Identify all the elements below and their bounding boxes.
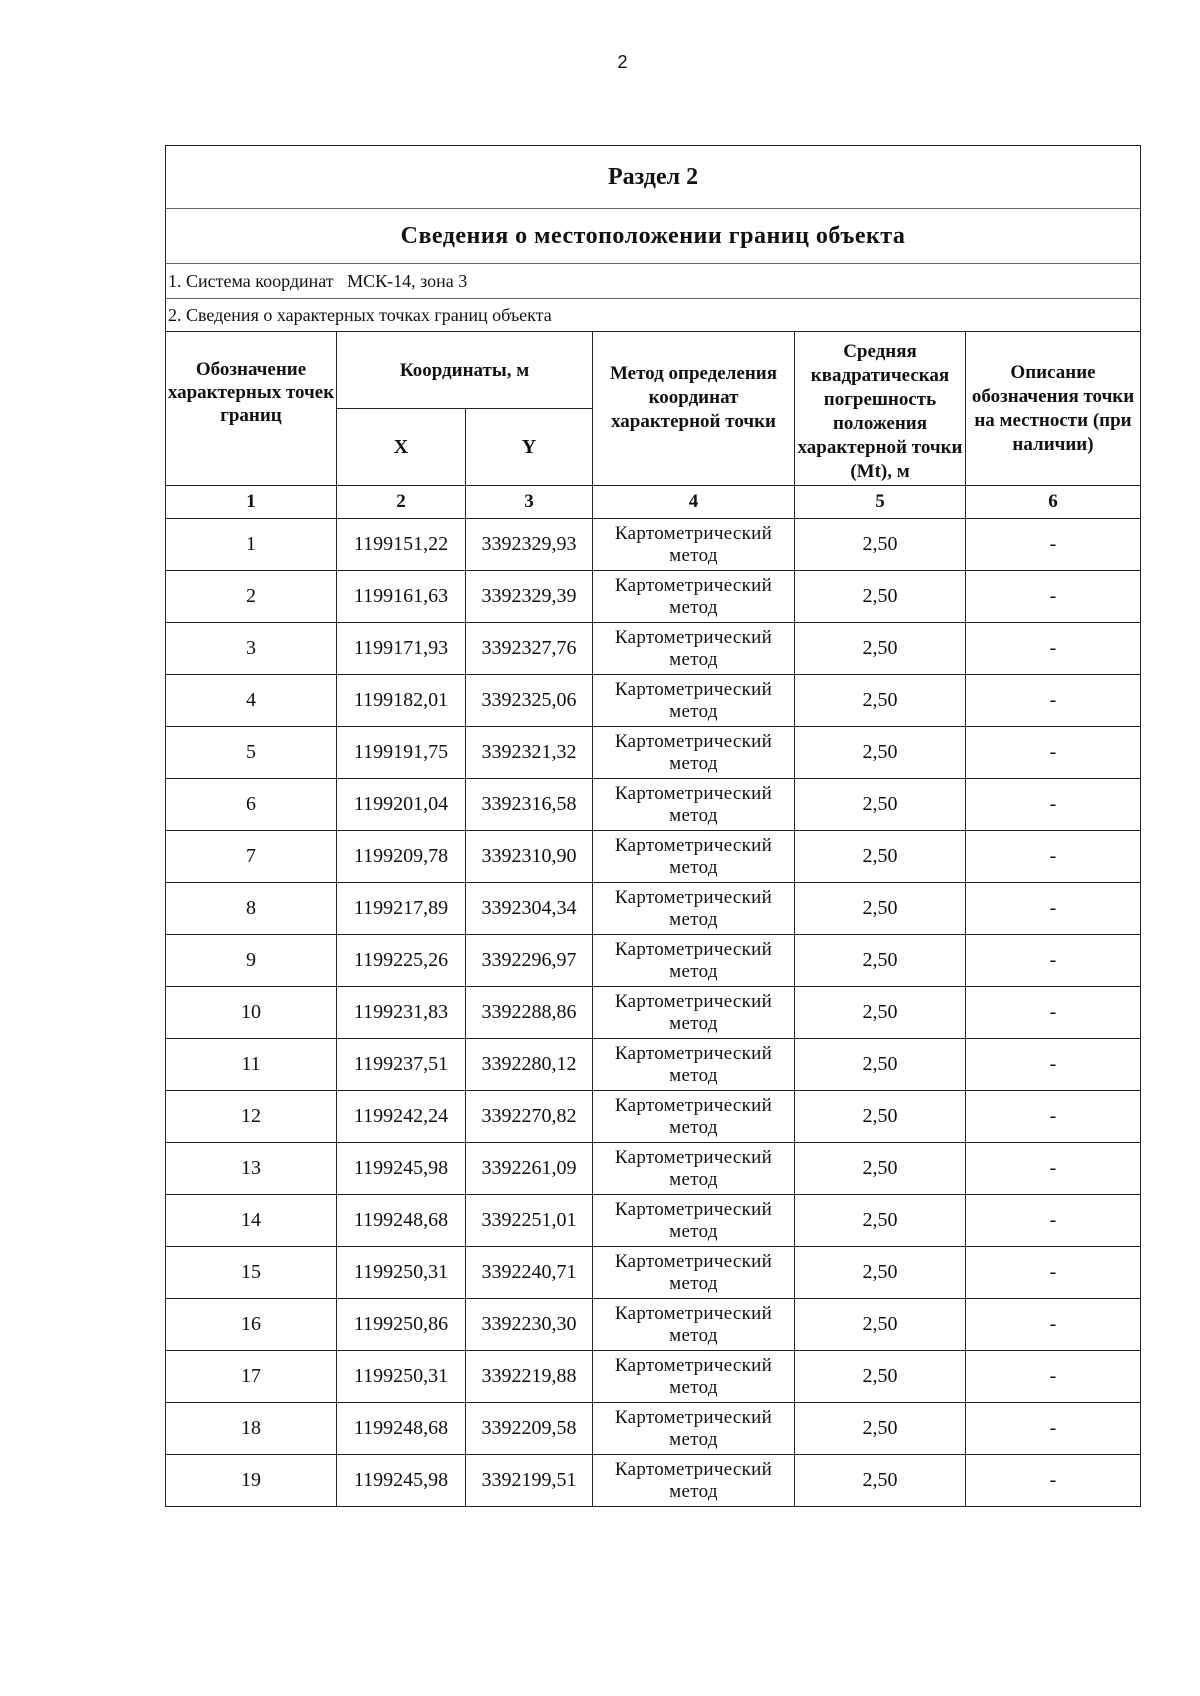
description-cell: -	[966, 1195, 1141, 1247]
description-cell: -	[966, 1351, 1141, 1403]
table-row	[166, 1299, 1141, 1351]
description-cell: -	[966, 1299, 1141, 1351]
y-cell: 3392270,82	[466, 1091, 593, 1143]
point-cell: 15	[166, 1247, 337, 1299]
x-cell: 1199201,04	[337, 779, 466, 831]
y-cell: 3392240,71	[466, 1247, 593, 1299]
error-cell: 2,50	[795, 1299, 966, 1351]
y-cell: 3392327,76	[466, 623, 593, 675]
table-row	[166, 779, 1141, 831]
table-row	[166, 1403, 1141, 1455]
description-cell: -	[966, 883, 1141, 935]
point-cell: 11	[166, 1039, 337, 1091]
point-cell: 13	[166, 1143, 337, 1195]
error-cell: 2,50	[795, 1403, 966, 1455]
description-cell: -	[966, 1247, 1141, 1299]
x-cell: 1199248,68	[337, 1195, 466, 1247]
y-cell: 3392329,39	[466, 571, 593, 623]
table-row	[166, 519, 1141, 571]
y-cell: 3392310,90	[466, 831, 593, 883]
table-row	[166, 1039, 1141, 1091]
error-cell: 2,50	[795, 1351, 966, 1403]
x-cell: 1199250,31	[337, 1351, 466, 1403]
description-cell: -	[966, 1455, 1141, 1507]
x-cell: 1199245,98	[337, 1143, 466, 1195]
header-error: Средняя квадратическая погрешность положения характерной точки (Mt), м	[795, 332, 966, 486]
error-cell: 2,50	[795, 779, 966, 831]
y-cell: 3392316,58	[466, 779, 593, 831]
method-cell: Картометрический метод	[593, 1299, 795, 1351]
column-number-row	[166, 486, 1141, 519]
description-cell: -	[966, 1039, 1141, 1091]
y-cell: 3392325,06	[466, 675, 593, 727]
description-cell: -	[966, 779, 1141, 831]
table-row	[166, 883, 1141, 935]
column-number: 2	[337, 486, 466, 519]
coordinate-system-line	[166, 264, 1141, 299]
table-row	[166, 1351, 1141, 1403]
column-number: 3	[466, 486, 593, 519]
table-row	[166, 1247, 1141, 1299]
y-cell: 3392329,93	[466, 519, 593, 571]
x-cell: 1199182,01	[337, 675, 466, 727]
table-row	[166, 987, 1141, 1039]
method-cell: Картометрический метод	[593, 519, 795, 571]
point-cell: 14	[166, 1195, 337, 1247]
description-cell: -	[966, 1143, 1141, 1195]
x-cell: 1199237,51	[337, 1039, 466, 1091]
description-cell: -	[966, 623, 1141, 675]
section-title: Раздел 2	[166, 146, 1141, 209]
x-cell: 1199209,78	[337, 831, 466, 883]
boundary-points-table	[165, 145, 1141, 1507]
x-cell: 1199250,86	[337, 1299, 466, 1351]
column-number: 5	[795, 486, 966, 519]
method-cell: Картометрический метод	[593, 1195, 795, 1247]
error-cell: 2,50	[795, 675, 966, 727]
point-cell: 17	[166, 1351, 337, 1403]
x-cell: 1199217,89	[337, 883, 466, 935]
error-cell: 2,50	[795, 987, 966, 1039]
description-cell: -	[966, 987, 1141, 1039]
point-cell: 2	[166, 571, 337, 623]
header-method: Метод определения координат характерной точки	[593, 332, 795, 486]
method-cell: Картометрический метод	[593, 1403, 795, 1455]
point-cell: 4	[166, 675, 337, 727]
point-cell: 6	[166, 779, 337, 831]
description-cell: -	[966, 727, 1141, 779]
y-cell: 3392304,34	[466, 883, 593, 935]
coordinate-system-value: МСК-14, зона 3	[347, 270, 468, 291]
y-cell: 3392230,30	[466, 1299, 593, 1351]
description-cell: -	[966, 519, 1141, 571]
error-cell: 2,50	[795, 1143, 966, 1195]
point-cell: 18	[166, 1403, 337, 1455]
method-cell: Картометрический метод	[593, 1247, 795, 1299]
point-cell: 10	[166, 987, 337, 1039]
point-cell: 7	[166, 831, 337, 883]
point-cell: 8	[166, 883, 337, 935]
point-cell: 9	[166, 935, 337, 987]
method-cell: Картометрический метод	[593, 935, 795, 987]
table-row	[166, 623, 1141, 675]
point-cell: 16	[166, 1299, 337, 1351]
y-cell: 3392288,86	[466, 987, 593, 1039]
point-cell: 19	[166, 1455, 337, 1507]
method-cell: Картометрический метод	[593, 1455, 795, 1507]
description-cell: -	[966, 1403, 1141, 1455]
x-cell: 1199151,22	[337, 519, 466, 571]
error-cell: 2,50	[795, 1039, 966, 1091]
error-cell: 2,50	[795, 571, 966, 623]
y-cell: 3392280,12	[466, 1039, 593, 1091]
header-x: X	[337, 409, 466, 486]
y-cell: 3392261,09	[466, 1143, 593, 1195]
error-cell: 2,50	[795, 1247, 966, 1299]
description-cell: -	[966, 1091, 1141, 1143]
y-cell: 3392251,01	[466, 1195, 593, 1247]
description-cell: -	[966, 571, 1141, 623]
y-cell: 3392209,58	[466, 1403, 593, 1455]
description-cell: -	[966, 935, 1141, 987]
x-cell: 1199242,24	[337, 1091, 466, 1143]
y-cell: 3392296,97	[466, 935, 593, 987]
error-cell: 2,50	[795, 831, 966, 883]
table-row	[166, 831, 1141, 883]
x-cell: 1199191,75	[337, 727, 466, 779]
table-row	[166, 571, 1141, 623]
table-row	[166, 1091, 1141, 1143]
table-row	[166, 1455, 1141, 1507]
point-cell: 3	[166, 623, 337, 675]
table-row	[166, 935, 1141, 987]
method-cell: Картометрический метод	[593, 987, 795, 1039]
method-cell: Картометрический метод	[593, 831, 795, 883]
method-cell: Картометрический метод	[593, 779, 795, 831]
error-cell: 2,50	[795, 519, 966, 571]
y-cell: 3392199,51	[466, 1455, 593, 1507]
point-cell: 12	[166, 1091, 337, 1143]
error-cell: 2,50	[795, 727, 966, 779]
error-cell: 2,50	[795, 623, 966, 675]
table-row	[166, 1143, 1141, 1195]
section-subtitle: Сведения о местоположении границ объекта	[166, 209, 1141, 264]
method-cell: Картометрический метод	[593, 623, 795, 675]
header-point: Обозначение характерных точек границ	[166, 332, 337, 486]
header-y: Y	[466, 409, 593, 486]
point-cell: 1	[166, 519, 337, 571]
description-cell: -	[966, 831, 1141, 883]
header-coordinates: Координаты, м	[337, 332, 593, 409]
error-cell: 2,50	[795, 1195, 966, 1247]
column-number: 6	[966, 486, 1141, 519]
method-cell: Картометрический метод	[593, 571, 795, 623]
y-cell: 3392219,88	[466, 1351, 593, 1403]
method-cell: Картометрический метод	[593, 675, 795, 727]
x-cell: 1199231,83	[337, 987, 466, 1039]
error-cell: 2,50	[795, 1455, 966, 1507]
method-cell: Картометрический метод	[593, 727, 795, 779]
error-cell: 2,50	[795, 935, 966, 987]
x-cell: 1199225,26	[337, 935, 466, 987]
method-cell: Картометрический метод	[593, 1039, 795, 1091]
error-cell: 2,50	[795, 1091, 966, 1143]
x-cell: 1199171,93	[337, 623, 466, 675]
method-cell: Картометрический метод	[593, 1143, 795, 1195]
x-cell: 1199161,63	[337, 571, 466, 623]
x-cell: 1199248,68	[337, 1403, 466, 1455]
y-cell: 3392321,32	[466, 727, 593, 779]
x-cell: 1199250,31	[337, 1247, 466, 1299]
method-cell: Картометрический метод	[593, 1091, 795, 1143]
column-number: 1	[166, 486, 337, 519]
table-row	[166, 727, 1141, 779]
table-row	[166, 675, 1141, 727]
header-description: Описание обозначения точки на местности (при наличии)	[966, 332, 1141, 486]
error-cell: 2,50	[795, 883, 966, 935]
description-cell: -	[966, 675, 1141, 727]
point-cell: 5	[166, 727, 337, 779]
points-info-line: 2. Сведения о характерных точках границ объекта	[166, 299, 1141, 332]
x-cell: 1199245,98	[337, 1455, 466, 1507]
method-cell: Картометрический метод	[593, 883, 795, 935]
page-number: 2	[617, 52, 628, 72]
coordinate-system-label: 1. Система координат	[168, 270, 334, 291]
table-row	[166, 1195, 1141, 1247]
method-cell: Картометрический метод	[593, 1351, 795, 1403]
column-number: 4	[593, 486, 795, 519]
